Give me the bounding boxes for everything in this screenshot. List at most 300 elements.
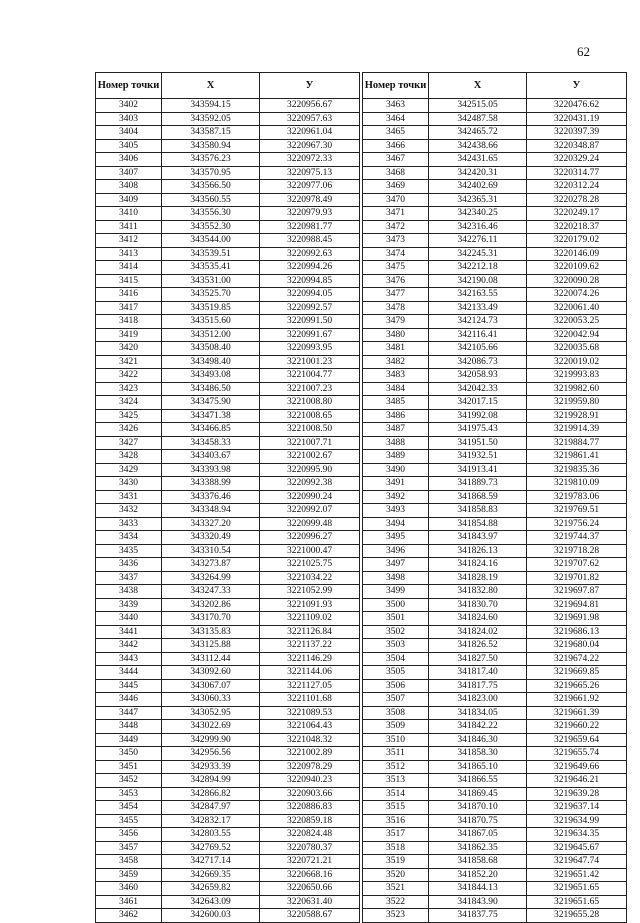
x-coordinate-cell: 343471.38 bbox=[162, 409, 260, 423]
table-row bbox=[363, 598, 627, 612]
header-point-number: Номер точки bbox=[96, 73, 162, 99]
y-coordinate-cell: 3220668.16 bbox=[260, 868, 360, 882]
x-coordinate-cell: 342124.73 bbox=[429, 315, 527, 329]
point-number-cell: 3421 bbox=[96, 355, 162, 369]
y-coordinate-cell: 3219637.14 bbox=[527, 801, 627, 815]
point-number-cell: 3462 bbox=[96, 909, 162, 923]
table-row bbox=[363, 247, 627, 261]
x-coordinate-cell: 342340.25 bbox=[429, 207, 527, 221]
y-coordinate-cell: 3220996.27 bbox=[260, 531, 360, 545]
x-coordinate-cell: 342190.08 bbox=[429, 274, 527, 288]
table-row bbox=[363, 342, 627, 356]
point-number-cell: 3465 bbox=[363, 126, 429, 140]
y-coordinate-cell: 3221052.99 bbox=[260, 585, 360, 599]
point-number-cell: 3417 bbox=[96, 301, 162, 315]
x-coordinate-cell: 341824.02 bbox=[429, 625, 527, 639]
y-coordinate-cell: 3220967.30 bbox=[260, 139, 360, 153]
x-coordinate-cell: 343466.85 bbox=[162, 423, 260, 437]
point-number-cell: 3475 bbox=[363, 261, 429, 275]
y-coordinate-cell: 3219810.09 bbox=[527, 477, 627, 491]
y-coordinate-cell: 3220988.45 bbox=[260, 234, 360, 248]
y-coordinate-cell: 3220994.85 bbox=[260, 274, 360, 288]
x-coordinate-cell: 342431.65 bbox=[429, 153, 527, 167]
point-number-cell: 3496 bbox=[363, 544, 429, 558]
y-coordinate-cell: 3220019.02 bbox=[527, 355, 627, 369]
y-coordinate-cell: 3219649.66 bbox=[527, 760, 627, 774]
point-number-cell: 3500 bbox=[363, 598, 429, 612]
point-number-cell: 3497 bbox=[363, 558, 429, 572]
point-number-cell: 3495 bbox=[363, 531, 429, 545]
x-coordinate-cell: 342643.09 bbox=[162, 895, 260, 909]
y-coordinate-cell: 3220588.67 bbox=[260, 909, 360, 923]
y-coordinate-cell: 3219680.04 bbox=[527, 639, 627, 653]
table-row bbox=[96, 220, 360, 234]
point-number-cell: 3435 bbox=[96, 544, 162, 558]
x-coordinate-cell: 341868.59 bbox=[429, 490, 527, 504]
y-coordinate-cell: 3219661.39 bbox=[527, 706, 627, 720]
y-coordinate-cell: 3220859.18 bbox=[260, 814, 360, 828]
point-number-cell: 3408 bbox=[96, 180, 162, 194]
header-y: У bbox=[260, 73, 360, 99]
y-coordinate-cell: 3220074.26 bbox=[527, 288, 627, 302]
table-row bbox=[363, 207, 627, 221]
point-number-cell: 3522 bbox=[363, 895, 429, 909]
x-coordinate-cell: 342086.73 bbox=[429, 355, 527, 369]
x-coordinate-cell: 342245.31 bbox=[429, 247, 527, 261]
x-coordinate-cell: 341846.30 bbox=[429, 733, 527, 747]
table-row bbox=[96, 207, 360, 221]
table-row bbox=[96, 139, 360, 153]
y-coordinate-cell: 3220035.68 bbox=[527, 342, 627, 356]
y-coordinate-cell: 3219634.35 bbox=[527, 828, 627, 842]
x-coordinate-cell: 343486.50 bbox=[162, 382, 260, 396]
table-row bbox=[96, 517, 360, 531]
table-row bbox=[96, 774, 360, 788]
table-row bbox=[363, 126, 627, 140]
point-number-cell: 3498 bbox=[363, 571, 429, 585]
table-row bbox=[96, 531, 360, 545]
x-coordinate-cell: 342956.56 bbox=[162, 747, 260, 761]
table-row bbox=[96, 315, 360, 329]
point-number-cell: 3472 bbox=[363, 220, 429, 234]
y-coordinate-cell: 3220977.06 bbox=[260, 180, 360, 194]
y-coordinate-cell: 3221146.29 bbox=[260, 652, 360, 666]
x-coordinate-cell: 342933.39 bbox=[162, 760, 260, 774]
x-coordinate-cell: 343544.00 bbox=[162, 234, 260, 248]
x-coordinate-cell: 343475.90 bbox=[162, 396, 260, 410]
x-coordinate-cell: 342894.99 bbox=[162, 774, 260, 788]
y-coordinate-cell: 3221101.68 bbox=[260, 693, 360, 707]
x-coordinate-cell: 341852.20 bbox=[429, 868, 527, 882]
point-number-cell: 3439 bbox=[96, 598, 162, 612]
point-number-cell: 3434 bbox=[96, 531, 162, 545]
y-coordinate-cell: 3220981.77 bbox=[260, 220, 360, 234]
y-coordinate-cell: 3220146.09 bbox=[527, 247, 627, 261]
table-row bbox=[96, 193, 360, 207]
y-coordinate-cell: 3220956.67 bbox=[260, 99, 360, 113]
x-coordinate-cell: 341832.80 bbox=[429, 585, 527, 599]
y-coordinate-cell: 3220090.28 bbox=[527, 274, 627, 288]
point-number-cell: 3492 bbox=[363, 490, 429, 504]
point-number-cell: 3499 bbox=[363, 585, 429, 599]
y-coordinate-cell: 3219884.77 bbox=[527, 436, 627, 450]
y-coordinate-cell: 3219651.42 bbox=[527, 868, 627, 882]
table-row bbox=[96, 477, 360, 491]
table-row bbox=[363, 666, 627, 680]
y-coordinate-cell: 3219959.80 bbox=[527, 396, 627, 410]
table-row bbox=[96, 450, 360, 464]
point-number-cell: 3412 bbox=[96, 234, 162, 248]
table-row bbox=[96, 733, 360, 747]
y-coordinate-cell: 3220278.28 bbox=[527, 193, 627, 207]
x-coordinate-cell: 343458.33 bbox=[162, 436, 260, 450]
y-coordinate-cell: 3219707.62 bbox=[527, 558, 627, 572]
y-coordinate-cell: 3219982.60 bbox=[527, 382, 627, 396]
table-row bbox=[96, 760, 360, 774]
x-coordinate-cell: 342832.17 bbox=[162, 814, 260, 828]
header-y: У bbox=[527, 73, 627, 99]
y-coordinate-cell: 3220886.83 bbox=[260, 801, 360, 815]
point-number-cell: 3469 bbox=[363, 180, 429, 194]
y-coordinate-cell: 3219694.81 bbox=[527, 598, 627, 612]
table-row bbox=[96, 409, 360, 423]
y-coordinate-cell: 3220721.21 bbox=[260, 855, 360, 869]
x-coordinate-cell: 341826.13 bbox=[429, 544, 527, 558]
table-row bbox=[363, 909, 627, 923]
y-coordinate-cell: 3220109.62 bbox=[527, 261, 627, 275]
table-row bbox=[363, 234, 627, 248]
x-coordinate-cell: 341867.05 bbox=[429, 828, 527, 842]
table-row bbox=[363, 585, 627, 599]
table-row bbox=[363, 477, 627, 491]
point-number-cell: 3504 bbox=[363, 652, 429, 666]
x-coordinate-cell: 342017.15 bbox=[429, 396, 527, 410]
table-row bbox=[363, 814, 627, 828]
x-coordinate-cell: 342866.82 bbox=[162, 787, 260, 801]
x-coordinate-cell: 343348.94 bbox=[162, 504, 260, 518]
x-coordinate-cell: 343327.20 bbox=[162, 517, 260, 531]
x-coordinate-cell: 343067.07 bbox=[162, 679, 260, 693]
point-number-cell: 3431 bbox=[96, 490, 162, 504]
table-row bbox=[96, 247, 360, 261]
table-row bbox=[363, 774, 627, 788]
table-row bbox=[363, 99, 627, 113]
table-row bbox=[363, 868, 627, 882]
x-coordinate-cell: 343170.70 bbox=[162, 612, 260, 626]
y-coordinate-cell: 3220218.37 bbox=[527, 220, 627, 234]
point-number-cell: 3443 bbox=[96, 652, 162, 666]
y-coordinate-cell: 3220995.90 bbox=[260, 463, 360, 477]
y-coordinate-cell: 3220992.57 bbox=[260, 301, 360, 315]
table-row bbox=[96, 180, 360, 194]
point-number-cell: 3459 bbox=[96, 868, 162, 882]
x-coordinate-cell: 342163.55 bbox=[429, 288, 527, 302]
point-number-cell: 3519 bbox=[363, 855, 429, 869]
x-coordinate-cell: 341854.88 bbox=[429, 517, 527, 531]
x-coordinate-cell: 341842.22 bbox=[429, 720, 527, 734]
page-number: 62 bbox=[577, 44, 590, 59]
y-coordinate-cell: 3221089.53 bbox=[260, 706, 360, 720]
x-coordinate-cell: 342769.52 bbox=[162, 841, 260, 855]
x-coordinate-cell: 341992.08 bbox=[429, 409, 527, 423]
y-coordinate-cell: 3220991.67 bbox=[260, 328, 360, 342]
point-number-cell: 3478 bbox=[363, 301, 429, 315]
y-coordinate-cell: 3220061.40 bbox=[527, 301, 627, 315]
y-coordinate-cell: 3220994.26 bbox=[260, 261, 360, 275]
table-row bbox=[363, 828, 627, 842]
table-row bbox=[96, 895, 360, 909]
table-row bbox=[96, 288, 360, 302]
x-coordinate-cell: 341817.75 bbox=[429, 679, 527, 693]
x-coordinate-cell: 342669.35 bbox=[162, 868, 260, 882]
point-number-cell: 3418 bbox=[96, 315, 162, 329]
point-number-cell: 3508 bbox=[363, 706, 429, 720]
y-coordinate-cell: 3219701.82 bbox=[527, 571, 627, 585]
y-coordinate-cell: 3219691.98 bbox=[527, 612, 627, 626]
x-coordinate-cell: 341817.40 bbox=[429, 666, 527, 680]
point-number-cell: 3416 bbox=[96, 288, 162, 302]
y-coordinate-cell: 3219655.28 bbox=[527, 909, 627, 923]
point-number-cell: 3450 bbox=[96, 747, 162, 761]
x-coordinate-cell: 341843.97 bbox=[429, 531, 527, 545]
table-row bbox=[96, 706, 360, 720]
y-coordinate-cell: 3221109.02 bbox=[260, 612, 360, 626]
table-row bbox=[363, 517, 627, 531]
point-number-cell: 3428 bbox=[96, 450, 162, 464]
x-coordinate-cell: 341827.50 bbox=[429, 652, 527, 666]
point-number-cell: 3474 bbox=[363, 247, 429, 261]
point-number-cell: 3458 bbox=[96, 855, 162, 869]
point-number-cell: 3509 bbox=[363, 720, 429, 734]
x-coordinate-cell: 341837.75 bbox=[429, 909, 527, 923]
y-coordinate-cell: 3219661.92 bbox=[527, 693, 627, 707]
table-row bbox=[363, 328, 627, 342]
y-coordinate-cell: 3221091.93 bbox=[260, 598, 360, 612]
y-coordinate-cell: 3220979.93 bbox=[260, 207, 360, 221]
point-number-cell: 3411 bbox=[96, 220, 162, 234]
table-row bbox=[96, 544, 360, 558]
point-number-cell: 3430 bbox=[96, 477, 162, 491]
y-coordinate-cell: 3220042.94 bbox=[527, 328, 627, 342]
table-row bbox=[363, 423, 627, 437]
x-coordinate-cell: 342803.55 bbox=[162, 828, 260, 842]
table-row bbox=[96, 126, 360, 140]
point-number-cell: 3403 bbox=[96, 112, 162, 126]
y-coordinate-cell: 3220975.13 bbox=[260, 166, 360, 180]
y-coordinate-cell: 3220994.05 bbox=[260, 288, 360, 302]
point-number-cell: 3427 bbox=[96, 436, 162, 450]
point-number-cell: 3515 bbox=[363, 801, 429, 815]
table-row bbox=[96, 301, 360, 315]
x-coordinate-cell: 341889.73 bbox=[429, 477, 527, 491]
y-coordinate-cell: 3221008.65 bbox=[260, 409, 360, 423]
x-coordinate-cell: 342402.69 bbox=[429, 180, 527, 194]
y-coordinate-cell: 3219993.83 bbox=[527, 369, 627, 383]
table-row bbox=[96, 355, 360, 369]
x-coordinate-cell: 342212.18 bbox=[429, 261, 527, 275]
y-coordinate-cell: 3219659.64 bbox=[527, 733, 627, 747]
x-coordinate-cell: 341824.60 bbox=[429, 612, 527, 626]
table-header-row bbox=[363, 73, 627, 99]
point-number-cell: 3521 bbox=[363, 882, 429, 896]
x-coordinate-cell: 343310.54 bbox=[162, 544, 260, 558]
table-row bbox=[363, 720, 627, 734]
x-coordinate-cell: 343580.94 bbox=[162, 139, 260, 153]
header-x: X bbox=[162, 73, 260, 99]
point-number-cell: 3424 bbox=[96, 396, 162, 410]
table-row bbox=[96, 234, 360, 248]
point-number-cell: 3455 bbox=[96, 814, 162, 828]
table-row bbox=[96, 436, 360, 450]
point-number-cell: 3494 bbox=[363, 517, 429, 531]
y-coordinate-cell: 3221007.23 bbox=[260, 382, 360, 396]
point-number-cell: 3456 bbox=[96, 828, 162, 842]
y-coordinate-cell: 3220978.29 bbox=[260, 760, 360, 774]
y-coordinate-cell: 3219645.67 bbox=[527, 841, 627, 855]
x-coordinate-cell: 343320.49 bbox=[162, 531, 260, 545]
y-coordinate-cell: 3219783.06 bbox=[527, 490, 627, 504]
x-coordinate-cell: 342133.49 bbox=[429, 301, 527, 315]
x-coordinate-cell: 341824.16 bbox=[429, 558, 527, 572]
table-row bbox=[363, 544, 627, 558]
point-number-cell: 3479 bbox=[363, 315, 429, 329]
y-coordinate-cell: 3221004.77 bbox=[260, 369, 360, 383]
table-row bbox=[363, 382, 627, 396]
y-coordinate-cell: 3221137.22 bbox=[260, 639, 360, 653]
point-number-cell: 3448 bbox=[96, 720, 162, 734]
y-coordinate-cell: 3219655.74 bbox=[527, 747, 627, 761]
point-number-cell: 3405 bbox=[96, 139, 162, 153]
x-coordinate-cell: 341862.35 bbox=[429, 841, 527, 855]
table-row bbox=[96, 693, 360, 707]
x-coordinate-cell: 341828.19 bbox=[429, 571, 527, 585]
point-number-cell: 3477 bbox=[363, 288, 429, 302]
y-coordinate-cell: 3220249.17 bbox=[527, 207, 627, 221]
table-header-row bbox=[96, 73, 360, 99]
table-row bbox=[363, 396, 627, 410]
x-coordinate-cell: 343060.33 bbox=[162, 693, 260, 707]
point-number-cell: 3484 bbox=[363, 382, 429, 396]
y-coordinate-cell: 3221008.50 bbox=[260, 423, 360, 437]
table-row bbox=[96, 369, 360, 383]
table-row bbox=[96, 396, 360, 410]
y-coordinate-cell: 3220314.77 bbox=[527, 166, 627, 180]
point-number-cell: 3476 bbox=[363, 274, 429, 288]
point-number-cell: 3480 bbox=[363, 328, 429, 342]
table-row bbox=[363, 315, 627, 329]
point-number-cell: 3505 bbox=[363, 666, 429, 680]
x-coordinate-cell: 342316.46 bbox=[429, 220, 527, 234]
point-number-cell: 3438 bbox=[96, 585, 162, 599]
point-number-cell: 3402 bbox=[96, 99, 162, 113]
point-number-cell: 3467 bbox=[363, 153, 429, 167]
y-coordinate-cell: 3219651.65 bbox=[527, 882, 627, 896]
y-coordinate-cell: 3221002.67 bbox=[260, 450, 360, 464]
table-row bbox=[363, 612, 627, 626]
x-coordinate-cell: 343576.23 bbox=[162, 153, 260, 167]
table-row bbox=[363, 504, 627, 518]
x-coordinate-cell: 342276.11 bbox=[429, 234, 527, 248]
point-number-cell: 3507 bbox=[363, 693, 429, 707]
y-coordinate-cell: 3219660.22 bbox=[527, 720, 627, 734]
y-coordinate-cell: 3220397.39 bbox=[527, 126, 627, 140]
x-coordinate-cell: 343388.99 bbox=[162, 477, 260, 491]
table-row bbox=[363, 760, 627, 774]
x-coordinate-cell: 341858.83 bbox=[429, 504, 527, 518]
table-row bbox=[363, 274, 627, 288]
table-row bbox=[96, 571, 360, 585]
x-coordinate-cell: 343052.95 bbox=[162, 706, 260, 720]
y-coordinate-cell: 3220650.66 bbox=[260, 882, 360, 896]
table-row bbox=[96, 328, 360, 342]
y-coordinate-cell: 3220978.49 bbox=[260, 193, 360, 207]
x-coordinate-cell: 342999.90 bbox=[162, 733, 260, 747]
table-row bbox=[363, 639, 627, 653]
table-row bbox=[96, 747, 360, 761]
y-coordinate-cell: 3220329.24 bbox=[527, 153, 627, 167]
y-coordinate-cell: 3219634.99 bbox=[527, 814, 627, 828]
x-coordinate-cell: 342659.82 bbox=[162, 882, 260, 896]
x-coordinate-cell: 343560.55 bbox=[162, 193, 260, 207]
x-coordinate-cell: 342420.31 bbox=[429, 166, 527, 180]
y-coordinate-cell: 3220999.48 bbox=[260, 517, 360, 531]
coordinates-table-right bbox=[362, 72, 627, 923]
x-coordinate-cell: 342105.66 bbox=[429, 342, 527, 356]
y-coordinate-cell: 3219769.51 bbox=[527, 504, 627, 518]
y-coordinate-cell: 3221126.84 bbox=[260, 625, 360, 639]
x-coordinate-cell: 343264.99 bbox=[162, 571, 260, 585]
coordinates-table-left bbox=[95, 72, 360, 923]
table-row bbox=[96, 868, 360, 882]
x-coordinate-cell: 343556.30 bbox=[162, 207, 260, 221]
table-row bbox=[96, 166, 360, 180]
point-number-cell: 3473 bbox=[363, 234, 429, 248]
x-coordinate-cell: 341866.55 bbox=[429, 774, 527, 788]
x-coordinate-cell: 342042.33 bbox=[429, 382, 527, 396]
point-number-cell: 3436 bbox=[96, 558, 162, 572]
point-number-cell: 3511 bbox=[363, 747, 429, 761]
table-row bbox=[363, 166, 627, 180]
x-coordinate-cell: 343498.40 bbox=[162, 355, 260, 369]
point-number-cell: 3410 bbox=[96, 207, 162, 221]
x-coordinate-cell: 341932.51 bbox=[429, 450, 527, 464]
table-row bbox=[96, 855, 360, 869]
x-coordinate-cell: 343202.86 bbox=[162, 598, 260, 612]
y-coordinate-cell: 3220992.63 bbox=[260, 247, 360, 261]
table-row bbox=[363, 355, 627, 369]
point-number-cell: 3429 bbox=[96, 463, 162, 477]
y-coordinate-cell: 3219928.91 bbox=[527, 409, 627, 423]
x-coordinate-cell: 343539.51 bbox=[162, 247, 260, 261]
table-row bbox=[363, 463, 627, 477]
point-number-cell: 3446 bbox=[96, 693, 162, 707]
table-row bbox=[96, 490, 360, 504]
y-coordinate-cell: 3220312.24 bbox=[527, 180, 627, 194]
point-number-cell: 3440 bbox=[96, 612, 162, 626]
table-row bbox=[363, 288, 627, 302]
y-coordinate-cell: 3220476.62 bbox=[527, 99, 627, 113]
y-coordinate-cell: 3220053.25 bbox=[527, 315, 627, 329]
x-coordinate-cell: 341869.45 bbox=[429, 787, 527, 801]
table-row bbox=[363, 733, 627, 747]
point-number-cell: 3461 bbox=[96, 895, 162, 909]
x-coordinate-cell: 343112.44 bbox=[162, 652, 260, 666]
table-row bbox=[363, 301, 627, 315]
y-coordinate-cell: 3220991.50 bbox=[260, 315, 360, 329]
y-coordinate-cell: 3219651.65 bbox=[527, 895, 627, 909]
point-number-cell: 3404 bbox=[96, 126, 162, 140]
point-number-cell: 3407 bbox=[96, 166, 162, 180]
